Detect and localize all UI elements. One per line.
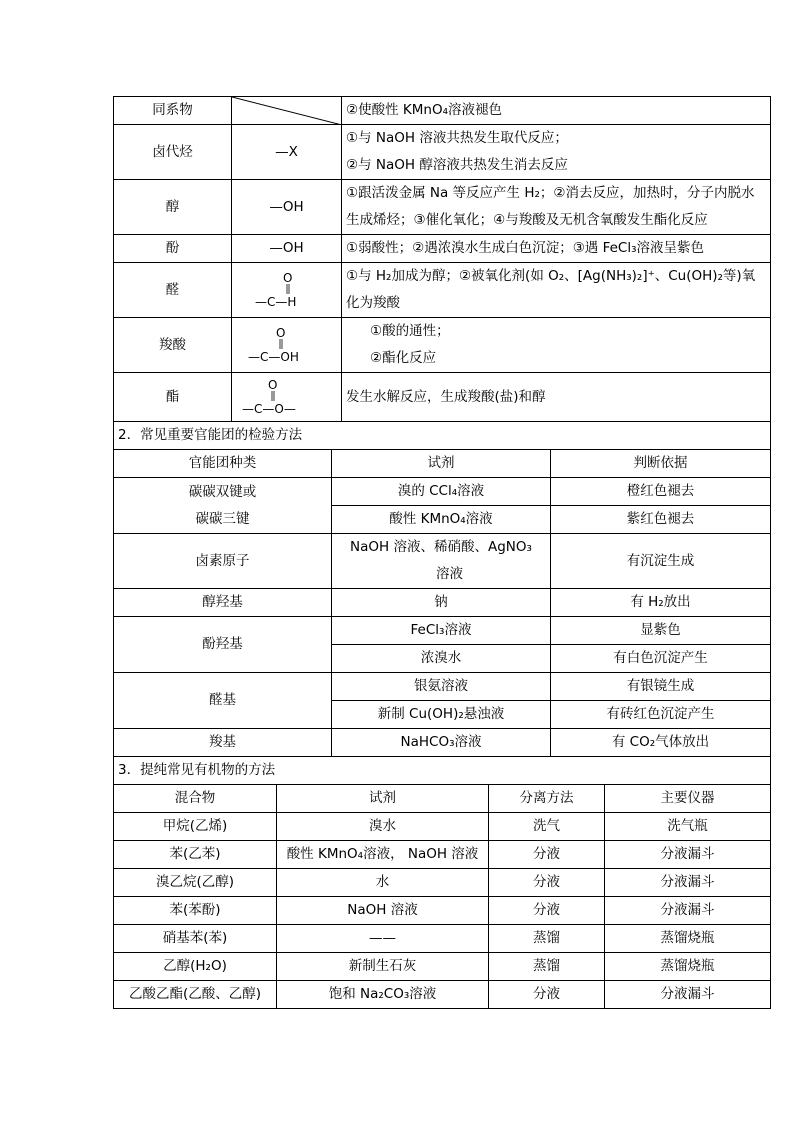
table-row (114, 617, 771, 645)
table-row (114, 925, 771, 953)
reagent: FeCl₃溶液 (332, 617, 551, 645)
table-row (114, 813, 771, 841)
property-text (342, 125, 771, 180)
carboxyl-structure (242, 325, 332, 365)
basis: 有沉淀生成 (551, 534, 771, 589)
separation-method: 分液 (489, 897, 605, 925)
compound-class: 羧酸 (114, 318, 232, 373)
group-type: 酚羟基 (114, 617, 332, 673)
main-instrument: 分液漏斗 (605, 841, 771, 869)
reagent: 饱和 Na₂CO₃溶液 (277, 981, 489, 1009)
table-row (114, 180, 771, 235)
table-row (114, 869, 771, 897)
svg-text:—C—H: —C—H (254, 295, 296, 309)
property-line: 化为羧酸 (346, 295, 400, 311)
property-text: ②使酸性 KMnO₄溶液褪色 (342, 97, 771, 125)
column-header: 试剂 (277, 785, 489, 813)
property-line: ①与 NaOH 溶液共热发生取代反应； (346, 130, 568, 146)
table-row (114, 373, 771, 422)
svg-text:O: O (275, 326, 285, 340)
reagent: 溴水 (277, 813, 489, 841)
basis: 橙红色褪去 (551, 478, 771, 506)
column-header: 分离方法 (489, 785, 605, 813)
reagent: 溴的 CCl₄溶液 (332, 478, 551, 506)
compound-class: 醇 (114, 180, 232, 235)
separation-method: 分液 (489, 981, 605, 1009)
section-title-row (114, 757, 771, 785)
column-header: 主要仪器 (605, 785, 771, 813)
functional-group-structure (232, 263, 342, 318)
group-type: 卤素原子 (114, 534, 332, 589)
property-line: ②酯化反应 (370, 350, 437, 366)
reagent (332, 534, 551, 589)
column-header: 试剂 (332, 450, 551, 478)
functional-group: —X (232, 125, 342, 180)
aldehyde-structure (247, 270, 327, 310)
table-row (114, 478, 771, 506)
separation-method: 洗气 (489, 813, 605, 841)
property-text (342, 180, 771, 235)
svg-text:—C—OH: —C—OH (247, 350, 299, 364)
table-row (114, 235, 771, 263)
main-instrument: 洗气瓶 (605, 813, 771, 841)
column-header: 混合物 (114, 785, 277, 813)
mixture: 苯(苯酚) (114, 897, 277, 925)
diagonal-line (232, 97, 342, 125)
empty-diagonal-cell (232, 97, 342, 125)
table-row (114, 729, 771, 757)
table-row (114, 589, 771, 617)
group-type: 羧基 (114, 729, 332, 757)
mixture: 乙醇(H₂O) (114, 953, 277, 981)
main-instrument: 分液漏斗 (605, 869, 771, 897)
reagent: 银氨溶液 (332, 673, 551, 701)
document-page (113, 96, 770, 1009)
property-text: ①弱酸性；②遇浓溴水生成白色沉淀；③遇 FeCl₃溶液呈紫色 (342, 235, 771, 263)
mixture: 乙酸乙酯(乙酸、乙醇) (114, 981, 277, 1009)
basis: 有砖红色沉淀产生 (551, 701, 771, 729)
column-header: 判断依据 (551, 450, 771, 478)
compound-class: 酯 (114, 373, 232, 422)
column-header: 官能团种类 (114, 450, 332, 478)
table-row (114, 534, 771, 589)
main-instrument: 蒸馏烧瓶 (605, 925, 771, 953)
property-text: 发生水解反应，生成羧酸(盐)和醇 (342, 373, 771, 422)
reagent: 酸性 KMnO₄溶液， NaOH 溶液 (277, 841, 489, 869)
property-line: ①酸的通性； (370, 323, 450, 339)
basis: 紫红色褪去 (551, 506, 771, 534)
reagent-line: NaOH 溶液、稀硝酸、AgNO₃ (350, 539, 532, 555)
purification-methods-table (113, 784, 771, 1009)
basis: 有 H₂放出 (551, 589, 771, 617)
main-instrument: 分液漏斗 (605, 981, 771, 1009)
functional-group: —OH (232, 235, 342, 263)
separation-method: 蒸馏 (489, 953, 605, 981)
table-header-row (114, 450, 771, 478)
table-row (114, 97, 771, 125)
reagent-line: 溶液 (436, 566, 463, 582)
main-instrument: 蒸馏烧瓶 (605, 953, 771, 981)
mixture: 溴乙烷(乙醇) (114, 869, 277, 897)
table-row (114, 953, 771, 981)
property-line: ①跟活泼金属 Na 等反应产生 H₂；②消去反应，加热时，分子内脱水 (346, 185, 755, 201)
table-row (114, 897, 771, 925)
functional-group-structure (232, 318, 342, 373)
property-line: ②与 NaOH 醇溶液共热发生消去反应 (346, 157, 568, 173)
separation-method: 蒸馏 (489, 925, 605, 953)
mixture: 硝基苯(苯) (114, 925, 277, 953)
svg-text:O: O (267, 378, 277, 392)
table-row (114, 125, 771, 180)
svg-text:O: O (282, 271, 292, 285)
table-row (114, 981, 771, 1009)
separation-method: 分液 (489, 841, 605, 869)
table-header-row (114, 785, 771, 813)
reagent: 新制生石灰 (277, 953, 489, 981)
table-row (114, 318, 771, 373)
mixture: 甲烷(乙烯) (114, 813, 277, 841)
table-row (114, 263, 771, 318)
separation-method: 分液 (489, 869, 605, 897)
property-text (342, 318, 771, 373)
section-title: 3．提纯常见有机物的方法 (114, 757, 771, 785)
main-instrument: 分液漏斗 (605, 897, 771, 925)
detection-methods-table (113, 449, 771, 785)
compound-class: 酚 (114, 235, 232, 263)
basis: 有白色沉淀产生 (551, 645, 771, 673)
ester-structure (242, 377, 332, 417)
group-type: 醇羟基 (114, 589, 332, 617)
reagent: 浓溴水 (332, 645, 551, 673)
property-line: 生成烯烃；③催化氧化；④与羧酸及无机含氧酸发生酯化反应 (346, 212, 708, 228)
reagent: 新制 Cu(OH)₂悬浊液 (332, 701, 551, 729)
reagent: 钠 (332, 589, 551, 617)
basis: 显紫色 (551, 617, 771, 645)
reagent: 水 (277, 869, 489, 897)
basis: 有银镜生成 (551, 673, 771, 701)
reagent: —— (277, 925, 489, 953)
reagent: NaOH 溶液 (277, 897, 489, 925)
group-type-line: 碳碳三键 (195, 510, 250, 527)
basis: 有 CO₂气体放出 (551, 729, 771, 757)
compound-class: 同系物 (114, 97, 232, 125)
property-line: ①与 H₂加成为醇；②被氧化剂(如 O₂、[Ag(NH₃)₂]⁺、Cu(OH)₂等)氧 (346, 268, 756, 284)
property-text (342, 263, 771, 318)
compound-class: 醛 (114, 263, 232, 318)
functional-group-properties-table (113, 96, 771, 450)
compound-class: 卤代烃 (114, 125, 232, 180)
group-type (114, 478, 332, 534)
functional-group: —OH (232, 180, 342, 235)
reagent: 酸性 KMnO₄溶液 (332, 506, 551, 534)
mixture: 苯(乙苯) (114, 841, 277, 869)
table-row (114, 841, 771, 869)
group-type: 醛基 (114, 673, 332, 729)
table-row (114, 673, 771, 701)
section-title-row (114, 422, 771, 450)
functional-group-structure (232, 373, 342, 422)
reagent: NaHCO₃溶液 (332, 729, 551, 757)
group-type-line: 碳碳双键或 (188, 483, 257, 500)
svg-text:—C—O—: —C—O— (241, 402, 296, 416)
section-title: 2．常见重要官能团的检验方法 (114, 422, 771, 450)
